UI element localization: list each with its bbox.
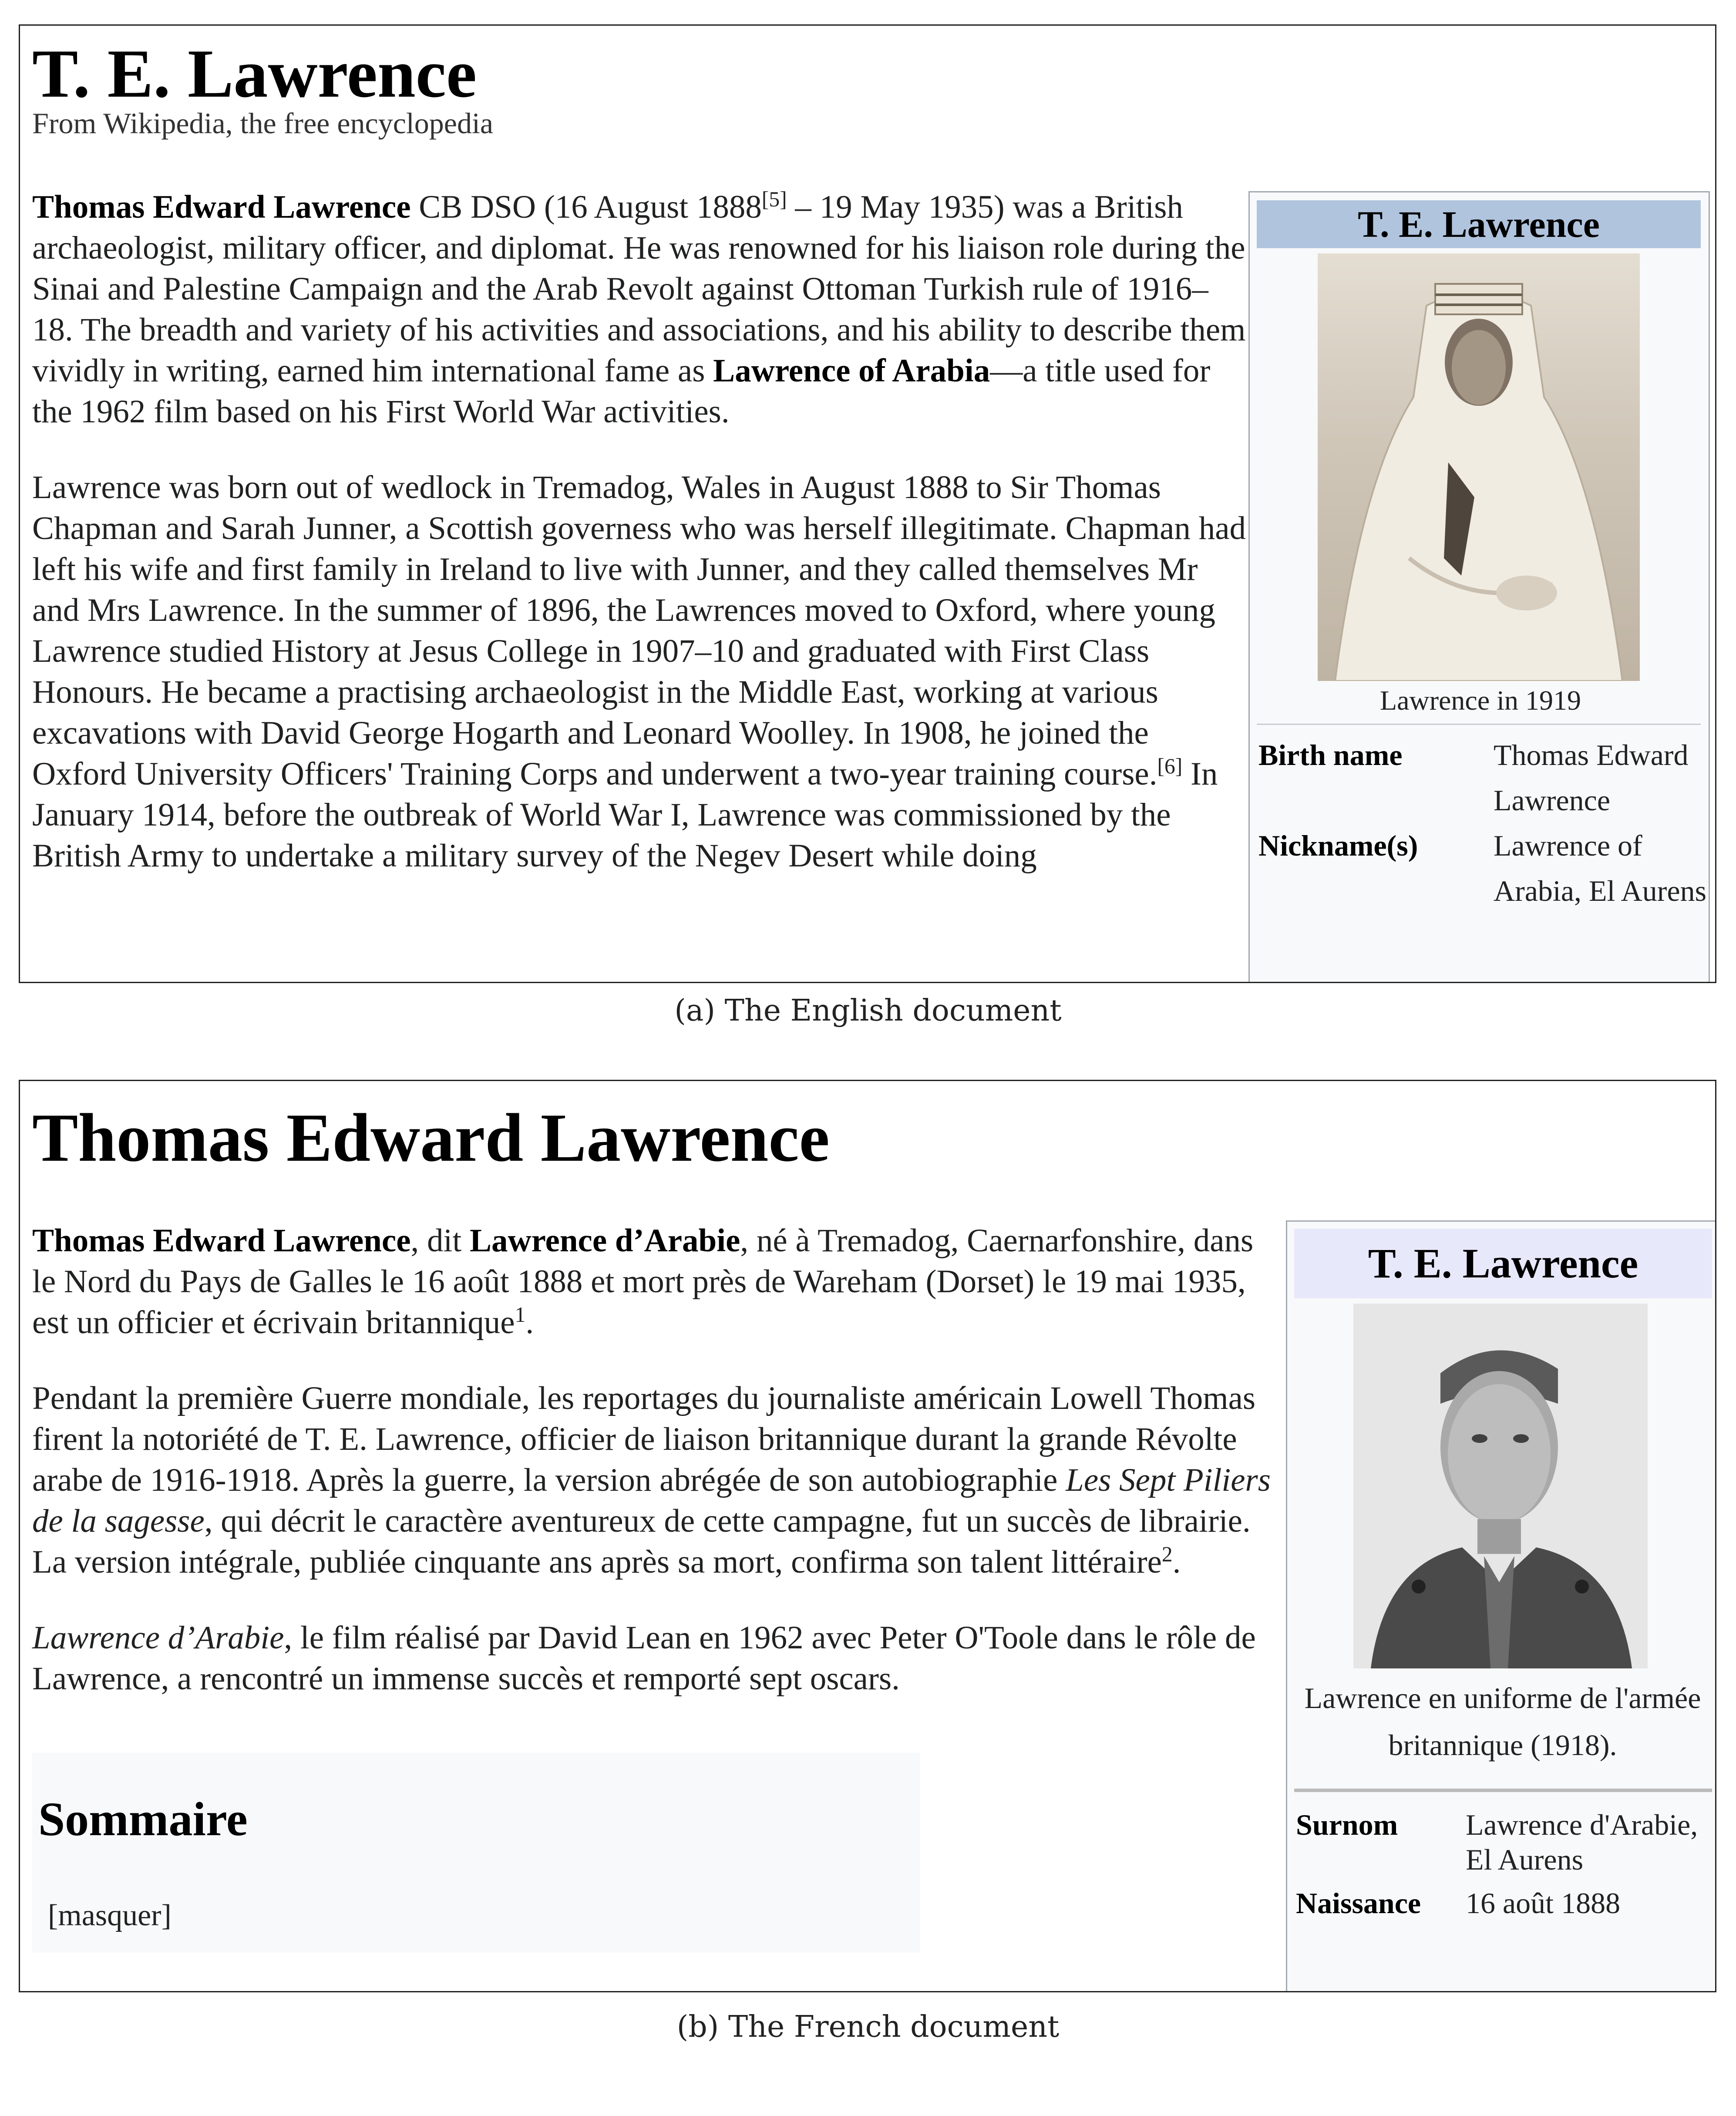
toc-title: Sommaire bbox=[38, 1793, 248, 1846]
infobox bbox=[1286, 1220, 1716, 1992]
book-title[interactable]: Les Sept Piliers de la sagesse bbox=[32, 1462, 1271, 1539]
toc-hide-toggle[interactable]: [masquer] bbox=[48, 1899, 172, 1932]
infobox-row bbox=[1296, 1807, 1714, 1886]
portrait-uniform-image bbox=[1353, 1304, 1648, 1668]
infobox-row bbox=[1258, 732, 1707, 823]
bold-alias: Lawrence of Arabia bbox=[713, 353, 990, 389]
photo-caption: Lawrence en uniforme de l'armée britannique (1918). bbox=[1304, 1681, 1701, 1762]
photo-caption: Lawrence in 1919 bbox=[1379, 685, 1581, 716]
article-body bbox=[32, 1220, 1277, 1734]
infobox-value: Lawrence d'Arabie, El Aurens bbox=[1466, 1808, 1698, 1876]
infobox-value: 16 août 1888 bbox=[1466, 1887, 1621, 1920]
infobox-title: T. E. Lawrence bbox=[1257, 200, 1701, 248]
film-title[interactable]: Lawrence d’Arabie bbox=[32, 1620, 284, 1656]
infobox-label: Nickname(s) bbox=[1258, 829, 1418, 862]
portrait-photo[interactable] bbox=[1353, 1304, 1648, 1668]
infobox-label: Surnom bbox=[1296, 1808, 1398, 1841]
infobox-label: Birth name bbox=[1258, 738, 1403, 772]
divider bbox=[1257, 724, 1701, 725]
lead-paragraph: Thomas Edward Lawrence CB DSO (16 August 1888[5] – 19 May 1935) was a British archaeologist, military officer, and diplomat. He was renowned for his liaison role during the Sinai and Palestine Campaign and the Arab Revolt against Ottoman Turkish rule of 1916–18. The breadth and variety of his activities and associations, and his ability to describe them vividly in writing, earned him international fame as Lawrence of Arabia—a title used for the 1962 film based on his First World War activities. bbox=[32, 187, 1246, 430]
infobox-table bbox=[1258, 732, 1707, 913]
infobox-label: Naissance bbox=[1296, 1887, 1421, 1920]
citation-link[interactable]: [5] bbox=[761, 187, 787, 211]
portrait-arab-dress-image bbox=[1318, 253, 1640, 681]
infobox-title: T. E. Lawrence bbox=[1294, 1229, 1712, 1298]
infobox-table bbox=[1296, 1807, 1714, 1929]
citation-link[interactable]: 2 bbox=[1161, 1542, 1173, 1566]
english-document-panel bbox=[19, 24, 1716, 983]
citation-link[interactable]: [6] bbox=[1157, 754, 1183, 778]
infobox-value: Lawrence of Arabia, El Aurens bbox=[1494, 829, 1707, 907]
infobox-row bbox=[1258, 823, 1707, 913]
infobox-row bbox=[1296, 1886, 1714, 1929]
bold-name: Thomas Edward Lawrence bbox=[32, 1223, 411, 1259]
french-document-panel bbox=[19, 1080, 1716, 1992]
paragraph: Lawrence d’Arabie, le film réalisé par David Lean en 1962 avec Peter O'Toole dans le rôle de Lawrence, a rencontré un immense succès et remporté sept oscars. bbox=[32, 1620, 1256, 1697]
figure-caption-a: (a) The English document bbox=[674, 994, 1062, 1028]
article-body bbox=[32, 187, 1247, 911]
divider bbox=[1294, 1789, 1712, 1792]
paragraph: Pendant la première Guerre mondiale, les reportages du journaliste américain Lowell Thomas firent la notoriété de T. E. Lawrence, officier de liaison britannique durant la grande Révolte arabe de 1916-1918. Après la guerre, la version abrégée de son autobiographie Les Sept Piliers de la sagesse, qui décrit le caractère aventureux de cette campagne, fut un succès de librairie. La version intégrale, publiée cinquante ans après sa mort, confirma son talent littéraire$^2$. bbox=[32, 1380, 1271, 1580]
citation-link[interactable]: 1 bbox=[515, 1303, 526, 1327]
table-of-contents bbox=[32, 1752, 920, 1953]
page-title: T. E. Lawrence bbox=[32, 36, 477, 112]
figure-caption-b: (b) The French document bbox=[676, 2010, 1060, 2044]
infobox-value: Thomas Edward Lawrence bbox=[1494, 738, 1689, 817]
paragraph: Lawrence was born out of wedlock in Tremadog, Wales in August 1888 to Sir Thomas Chapman and Sarah Junner, a Scottish governess who was herself illegitimate. Chapman had left his wife and first family in Ireland to live with Junner, and they called themselves Mr and Mrs Lawrence. In the summer of 1896, the Lawrences moved to Oxford, where young Lawrence studied History at Jesus College in 1907–10 and graduated with First Class Honours. He became a practising archaeologist in the Middle East, working at various excavations with David George Hogarth and Leonard Woolley. In 1908, he joined the Oxford University Officers' Training Corps and underwent a two-year training course.[6] In January 1914, before the outbreak of World War I, Lawrence was commissioned by the British Army to undertake a military survey of the Negev Desert while doing bbox=[32, 469, 1246, 874]
infobox bbox=[1248, 191, 1710, 983]
page-tagline: From Wikipedia, the free encyclopedia bbox=[32, 107, 494, 140]
page-title: Thomas Edward Lawrence bbox=[32, 1100, 830, 1176]
bold-alias: Lawrence d’Arabie bbox=[469, 1223, 740, 1259]
portrait-photo[interactable] bbox=[1318, 253, 1640, 681]
bold-name: Thomas Edward Lawrence bbox=[32, 189, 411, 225]
lead-paragraph: Thomas Edward Lawrence, dit Lawrence d’Arabie, né à Tremadog, Caernarfonshire, dans le Nord du Pays de Galles le 16 août 1888 et mort près de Wareham (Dorset) le 19 mai 1935, est un officier et écrivain britannique$^1$. bbox=[32, 1223, 1254, 1341]
